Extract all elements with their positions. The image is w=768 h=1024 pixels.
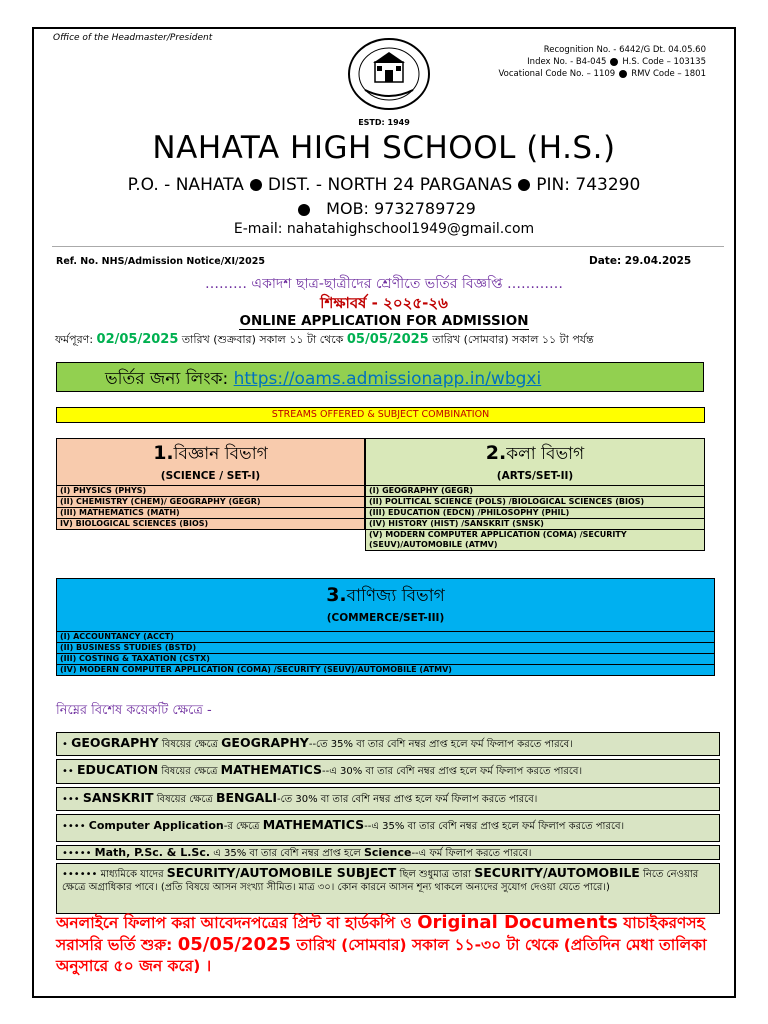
- mobile-line: MOB: 9732789729: [0, 199, 768, 218]
- subject-row: (III) MATHEMATICS (MATH): [56, 508, 365, 519]
- condition-item: ••••• Math, P.Sc. & L.Sc. এ 35% বা তার বেশি নম্বর প্রাপ্ত হলে Science--এ ফর্ম ফিলাপ করতে পারবে।: [56, 845, 720, 860]
- science-header: 1.বিজ্ঞান বিভাগ (SCIENCE / SET-I): [56, 438, 365, 486]
- arts-header: 2.কলা বিভাগ (ARTS/SET-II): [365, 438, 705, 486]
- subject-row: IV) BIOLOGICAL SCIENCES (BIOS): [56, 519, 365, 530]
- condition-item: •• EDUCATION বিষয়ের ক্ষেত্রে MATHEMATICS--এ 30% বা তার বেশি নম্বর প্রাপ্ত হলে ফর্ম ফিলাপ করতে পারবে।: [56, 759, 720, 784]
- subject-row: (I) ACCOUNTANCY (ACCT): [56, 632, 715, 643]
- subject-row: (II) CHEMISTRY (CHEM)/ GEOGRAPHY (GEGR): [56, 497, 365, 508]
- reference-number: Ref. No. NHS/Admission Notice/XI/2025: [56, 256, 265, 267]
- conditions-list: [56, 732, 720, 917]
- special-cases-heading: নিম্নের বিশেষ কয়েকটি ক্ষেত্রে -: [56, 703, 212, 718]
- session-title: শিক্ষাবর্ষ - ২০২৫-২৬: [320, 294, 448, 312]
- subject-row: (III) COSTING & TAXATION (CSTX): [56, 654, 715, 665]
- school-seal-logo: [345, 36, 433, 112]
- condition-item: • GEOGRAPHY বিষয়ের ক্ষেত্রে GEOGRAPHY--তে 35% বা তার বেশি নম্বর প্রাপ্ত হলে ফর্ম ফিলাপ করতে পারবে।: [56, 732, 720, 756]
- online-application-title: ONLINE APPLICATION FOR ADMISSION: [239, 313, 529, 329]
- condition-item: •••• Computer Application-র ক্ষেত্রে MATHEMATICS--এ 35% বা তার বেশি নম্বর প্রাপ্ত হলে ফর্ম ফিলাপ করতে পারবে।: [56, 814, 720, 842]
- vocational-rmv-code: Vocational Code No. – 1109 RMV Code – 1801: [498, 69, 706, 79]
- address-line: P.O. - NAHATA DIST. - NORTH 24 PARGANAS PIN: 743290: [127, 175, 641, 195]
- divider: [52, 246, 724, 247]
- email-line: E-mail: nahatahighschool1949@gmail.com: [233, 221, 535, 237]
- admission-link-box: [56, 362, 704, 392]
- established-year: ESTD: 1949: [358, 118, 410, 127]
- admission-link-label: ভর্তির জন্য লিংক:: [105, 369, 234, 389]
- notice-title: ……… একাদশ ছাত্র-ছাত্রীদের শ্রেণীতে ভর্তির বিজ্ঞপ্তি …………: [204, 276, 564, 292]
- subject-row: (IV) HISTORY (HIST) /SANSKRIT (SNSK): [365, 519, 705, 530]
- subject-row: (III) EDUCATION (EDCN) /PHILOSOPHY (PHIL): [365, 508, 705, 519]
- subject-row: (IV) MODERN COMPUTER APPLICATION (COMA) /SECURITY (SEUV)/AUTOMOBILE (ATMV): [56, 665, 715, 676]
- form-fill-dates: ফর্মপূরণ: 02/05/2025 তারিখ (শুক্রবার) সকাল ১১ টা থেকে 05/05/2025 তারিখ (সোমবার) সকাল ১১ টা পর্যন্ত: [55, 332, 594, 347]
- streams-title: STREAMS OFFERED & SUBJECT COMBINATION: [56, 407, 705, 423]
- school-name: NAHATA HIGH SCHOOL (H.S.): [152, 130, 616, 166]
- notice-date: Date: 29.04.2025: [589, 255, 692, 267]
- recognition-no: Recognition No. - 6442/G Dt. 04.05.60: [543, 45, 706, 55]
- commerce-header: 3.বাণিজ্য বিভাগ (COMMERCE/SET-III): [56, 578, 715, 632]
- index-hs-code: Index No. - B4-045 H.S. Code – 103135: [527, 57, 706, 67]
- recognition-info: [470, 44, 706, 80]
- subject-row: (I) GEOGRAPHY (GEGR): [365, 486, 705, 497]
- science-subjects: [56, 486, 365, 530]
- subject-row: (I) PHYSICS (PHYS): [56, 486, 365, 497]
- subject-row: (II) BUSINESS STUDIES (BSTD): [56, 643, 715, 654]
- arts-subjects: [365, 486, 705, 551]
- subject-row: (II) POLITICAL SCIENCE (POLS) /BIOLOGICAL SCIENCES (BIOS): [365, 497, 705, 508]
- condition-item: ••• SANSKRIT বিষয়ের ক্ষেত্রে BENGALI-তে 30% বা তার বেশি নম্বর প্রাপ্ত হলে ফর্ম ফিলাপ করতে পারবে।: [56, 787, 720, 811]
- admission-link[interactable]: https://oams.admissionapp.in/wbgxi: [233, 369, 542, 389]
- condition-item: •••••• মাধ্যমিকে যাদের SECURITY/AUTOMOBILE SUBJECT ছিল শুধুমাত্র তারা SECURITY/AUTOMOBILE নিতে নেওয়ার ক্ষেত্রে অগ্রাধিকার পাবে। (প্রতি বিষয়ে আসন সংখ্যা সীমিত। মাত্র ৩০। কোন কারনে আসন শূন্য থাকলে অন্যদের সুযোগ দেওয়া যেতে পারে।): [56, 863, 720, 914]
- admission-start-notice: অনলাইনে ফিলাপ করা আবেদনপত্রের প্রিন্ট বা হার্ডকপি ও Original Documents যাচাইকরণসহ সরাসরি ভর্তি শুরু: 05/05/2025 তারিখ (সোমবার) সকাল ১১-৩০ টা থেকে (প্রতিদিন মেধা তালিকা অনুসারে ৫০ জন করে) ।: [56, 912, 707, 975]
- subject-row: (V) MODERN COMPUTER APPLICATION (COMA) /SECURITY (SEUV)/AUTOMOBILE (ATMV): [365, 530, 705, 551]
- office-label: Office of the Headmaster/President: [53, 33, 213, 43]
- commerce-subjects: [56, 632, 715, 676]
